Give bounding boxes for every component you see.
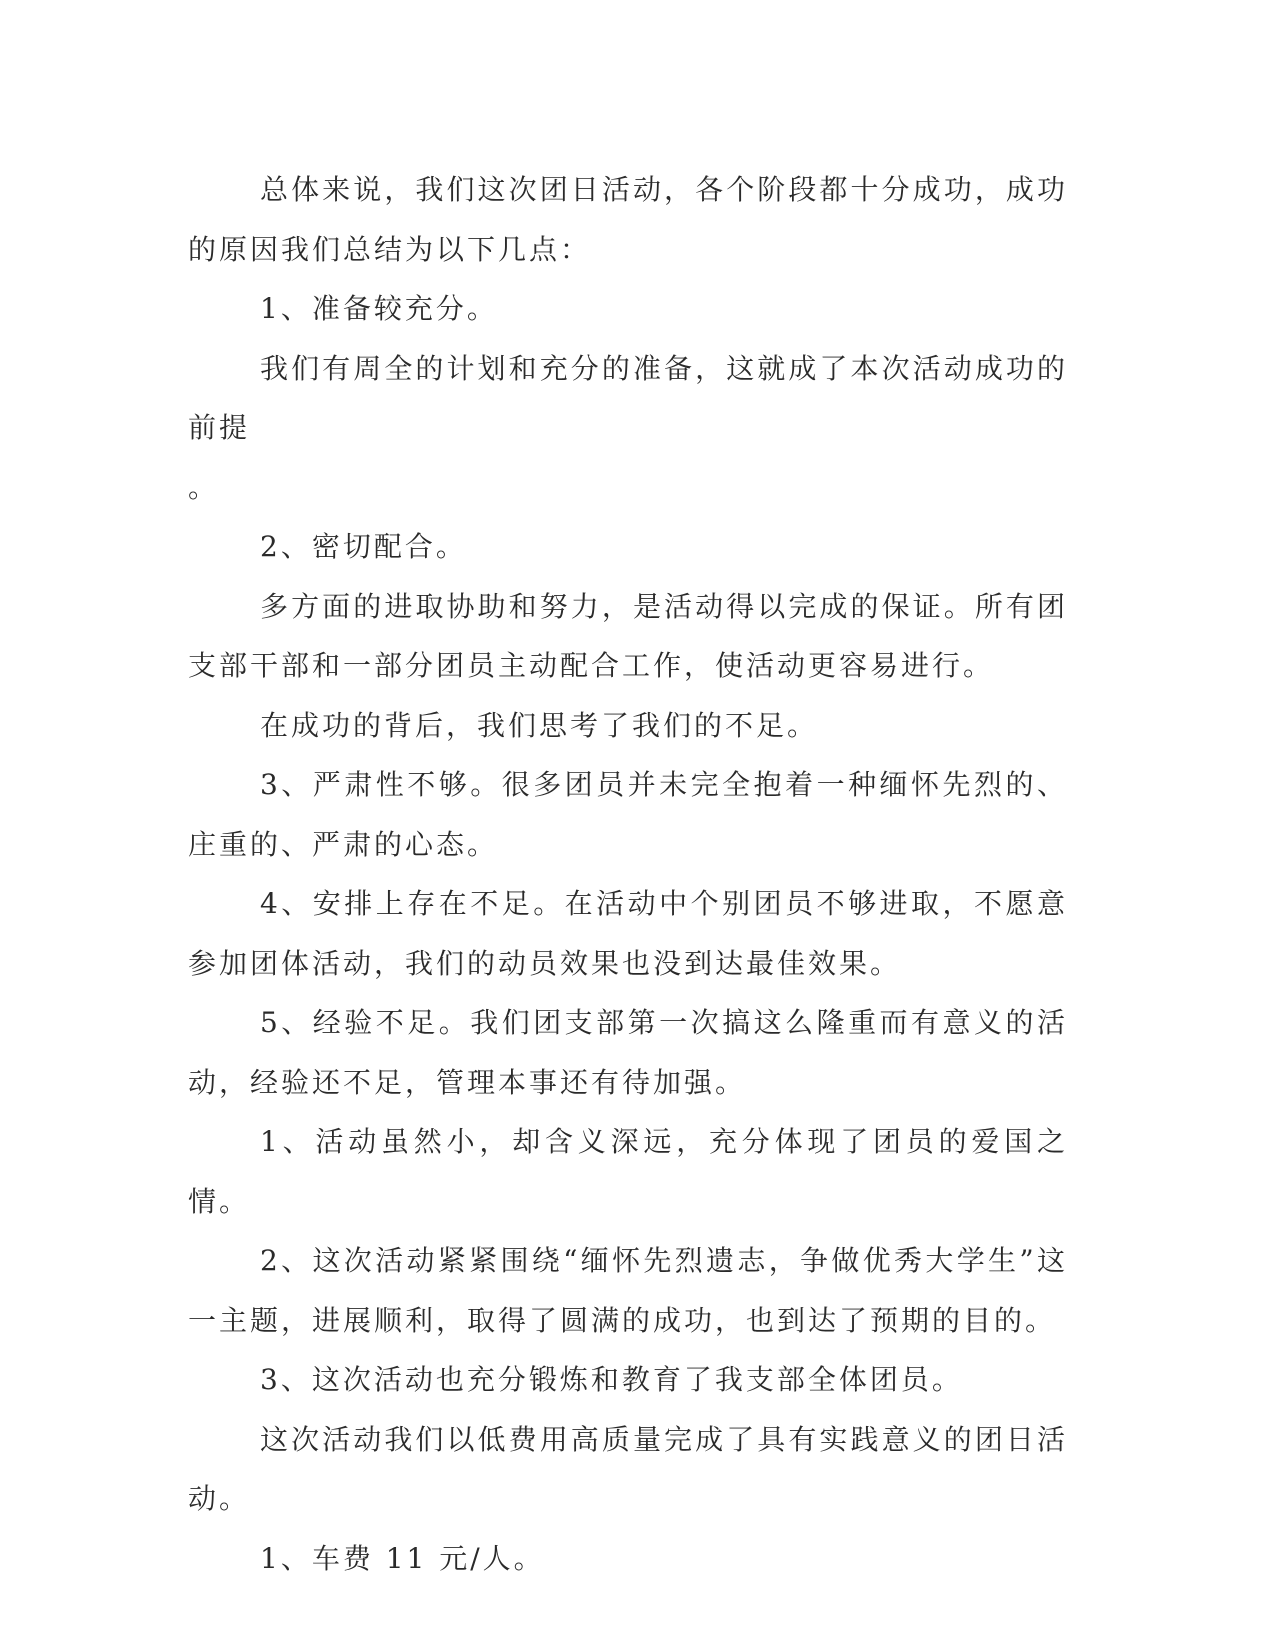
paragraph-summary-intro: 总体来说，我们这次团日活动，各个阶段都十分成功，成功的原因我们总结为以下几点： xyxy=(188,173,1068,266)
paragraph-point-2-detail: 多方面的进取协助和努力，是活动得以完成的保证。所有团支部干部和一部分团员主动配合工作，使活动更容易进行。 xyxy=(188,589,1068,682)
paragraph-result-2: 2、这次活动紧紧围绕“缅怀先烈遗志，争做优秀大学生”这一主题，进展顺利，取得了圆满的成功，也到达了预期的目的。 xyxy=(188,1244,1068,1337)
paragraph-point-2-title: 2、密切配合。 xyxy=(260,530,467,563)
paragraph-result-1: 1、活动虽然小，却含义深远，充分体现了团员的爱国之情。 xyxy=(188,1125,1068,1218)
paragraph-point-1-title: 1、准备较充分。 xyxy=(260,292,498,325)
document-body xyxy=(188,160,1068,1588)
paragraph-point-1-detail-end: 。 xyxy=(188,470,220,504)
paragraph-result-3: 3、这次活动也充分锻炼和教育了我支部全体团员。 xyxy=(260,1363,963,1396)
paragraph-cost-1: 1、车费 11 元/人。 xyxy=(260,1541,545,1575)
paragraph-shortcoming-3: 3、严肃性不够。很多团员并未完全抱着一种缅怀先烈的、庄重的、严肃的心态。 xyxy=(188,768,1068,861)
paragraph-cost-intro: 这次活动我们以低费用高质量完成了具有实践意义的团日活动。 xyxy=(188,1422,1068,1515)
paragraph-shortcoming-5: 5、经验不足。我们团支部第一次搞这么隆重而有意义的活动，经验还不足，管理本事还有待加强。 xyxy=(188,1006,1068,1099)
paragraph-shortcoming-4: 4、安排上存在不足。在活动中个别团员不够进取，不愿意参加团体活动，我们的动员效果也没到达最佳效果。 xyxy=(188,887,1068,980)
paragraph-shortcomings-intro: 在成功的背后，我们思考了我们的不足。 xyxy=(260,708,819,742)
paragraph-point-1-detail: 我们有周全的计划和充分的准备，这就成了本次活动成功的前提 xyxy=(188,351,1068,444)
